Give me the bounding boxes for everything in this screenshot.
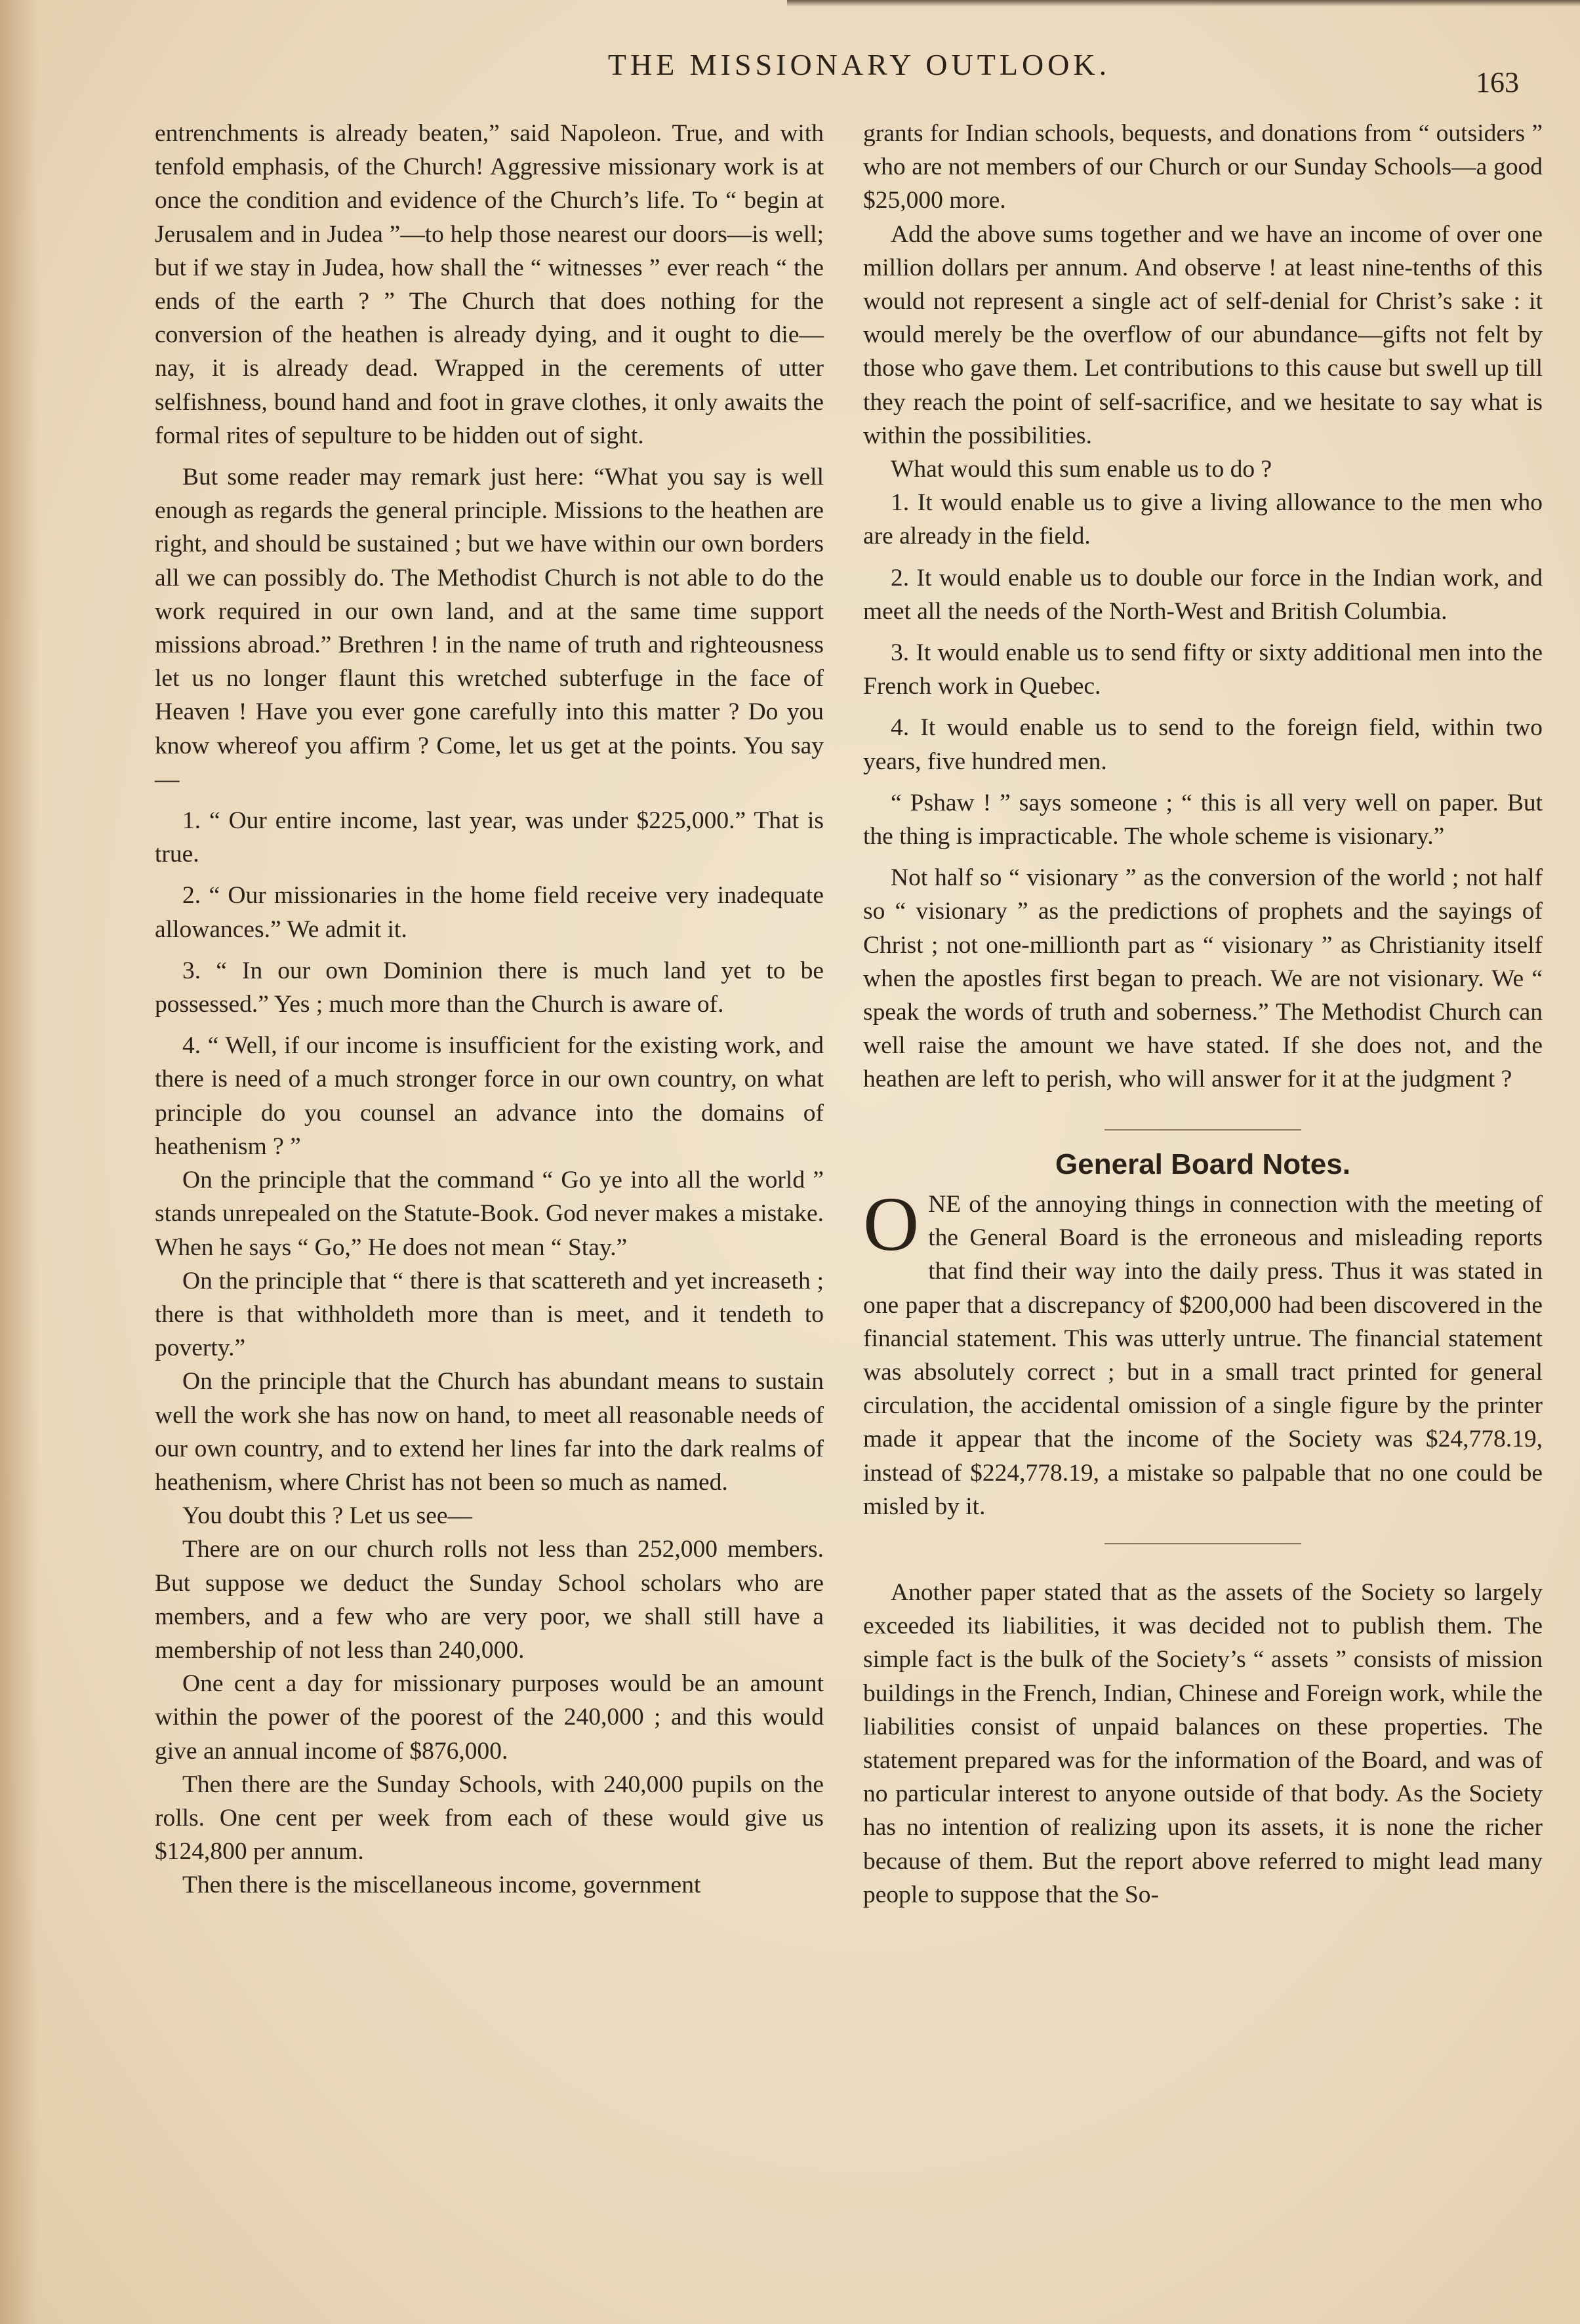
page-left-edge-shadow — [0, 0, 39, 2324]
paragraph: On the principle that “ there is that scattereth and yet increaseth ; there is that withholdeth more than is meet, and it tendeth to poverty.” — [155, 1267, 824, 1362]
paragraph: Then there are the Sunday Schools, with 240,000 pupils on the rolls. One cent per week from each of these would give us $124,800 per annum. — [155, 1771, 824, 1866]
page-number: 163 — [1476, 66, 1519, 98]
paragraph: Then there is the miscellaneous income, government — [182, 1872, 701, 1899]
paragraph: Not half so “ visionary ” as the conversion of the world ; not half so “ visionary ” as the predictions of prophets and the sayings of Christ ; not one-millionth part as “ visionary ” as Christianity itself when the apostles first began to preach. We are not visionary. We “ speak the words of truth and soberness.” The Methodist Church can well raise the amount we have stated. If she does not, and the heathen are left to perish, who will answer for it at the judgment ? — [863, 864, 1543, 1093]
paragraph: What would this sum enable us to do ? — [891, 456, 1272, 483]
section-divider — [1104, 1543, 1301, 1544]
section-heading: General Board Notes. — [1055, 1148, 1350, 1180]
paragraph: Another paper stated that as the assets of the Society so largely exceeded its liabilities, it was decided not to publish them. The simple fact is the bulk of the Society’s “ assets ” consists of mission buildings in the French, Indian, Chinese and Foreign work, while the liabilities consist of unpaid balances on these properties. The statement prepared was for the information of the Board, and was of no particular interest to anyone outside of that body. As the Society has no intention of realizing upon its assets, it is none the richer because of them. But the report above referred to might lead many people to suppose that the So- — [863, 1578, 1543, 1908]
paragraph: entrenchments is already beaten,” said Napoleon. True, and with tenfold emphasis, of the Church! Aggressive missionary work is at once the condition and evidence of the Church’s life. To “ begin at Jerusalem and in Judea ”—to help those nearest our doors—is well; but if we stay in Judea, how shall the “ witnesses ” ever reach “ the ends of the earth ? ” The Church that does nothing for the conversion of the heathen is already dying, and it ought to die—nay, it is already dead. Wrapped in the cerements of utter selfishness, bound hand and foot in grave clothes, it only awaits the formal rites of sepulture to be hidden out of sight. — [155, 120, 824, 449]
page-top-edge-shadow — [787, 0, 1580, 7]
list-item: 2. It would enable us to double our force in the Indian work, and meet all the needs of the North-West and British Columbia. — [863, 564, 1543, 625]
section-first-paragraph — [863, 1180, 1543, 1523]
paragraph: One cent a day for missionary purposes would be an amount within the power of the poorest of the 240,000 ; and this would give an annual income of $876,000. — [155, 1670, 824, 1765]
section-first-paragraph-text: of the annoying things in connection with the meeting of the General Board is the erroneous and misleading reports that find their way into the daily press. Thus it was stated in one paper that a discrepancy of $200,000 had been discovered in the financial statement. This was utterly untrue. The financial statement was absolutely correct ; but in a small tract printed for general circulation, the accidental omission of a single figure by the printer made it appear that the income of the Society was $24,778.19, instead of $224,778.19, a mistake so palpable that no one could be misled by it. — [863, 1190, 1543, 1520]
right-column — [863, 117, 1543, 1912]
drop-cap-word-rest: NE — [928, 1190, 962, 1218]
drop-cap: O — [863, 1180, 920, 1267]
paragraph: Add the above sums together and we have an income of over one million dollars per annum. And observe ! at least nine-tenths of this would not represent a single act of self-denial for Christ’s sake : it would merely be the overflow of our abundance—gifts not felt by those who gave them. Let contributions to this cause but swell up till they reach the point of self-sacrifice, and we hesitate to say what is within the possibilities. — [863, 220, 1543, 449]
list-item: 2. “ Our missionaries in the home field receive very inadequate allowances.” We admit it. — [155, 882, 824, 943]
list-item: 1. “ Our entire income, last year, was under $225,000.” That is true. — [155, 807, 824, 868]
list-item: 1. It would enable us to give a living allowance to the men who are already in the field. — [863, 489, 1543, 550]
paragraph: You doubt this ? Let us see— — [182, 1502, 473, 1530]
paragraph: There are on our church rolls not less than 252,000 members. But suppose we deduct the Sunday School scholars who are members, and a few who are very poor, we shall still have a membership of not less than 240,000. — [155, 1536, 824, 1664]
paragraph: But some reader may remark just here: “What you say is well enough as regards the general principle. Missions to the heathen are right, and should be sustained ; but we have within our own borders all we can possibly do. The Methodist Church is not able to do the work required in our own land, and at the same time support missions abroad.” Brethren ! in the name of truth and righteousness let us no longer flaunt this wretched subterfuge in the face of Heaven ! Have you ever gone carefully into this matter ? Do you know whereof you affirm ? Come, let us get at the points. You say— — [155, 464, 824, 793]
section-divider — [1104, 1129, 1301, 1131]
list-item: 3. It would enable us to send fifty or sixty additional men into the French work in Quebec. — [863, 639, 1543, 700]
paragraph: “ Pshaw ! ” says someone ; “ this is all very well on paper. But the thing is impracticable. The whole scheme is visionary.” — [863, 789, 1543, 851]
list-item: 4. “ Well, if our income is insufficient for the existing work, and there is need of a much stronger force in our own country, on what principle do you counsel an advance into the domains of heathenism ? ” — [155, 1032, 824, 1160]
paragraph: On the principle that the Church has abundant means to sustain well the work she has now on hand, to meet all reasonable needs of our own country, and to extend her lines far into the dark realms of heathenism, where Christ has not been so much as named. — [155, 1368, 824, 1496]
running-title: THE MISSIONARY OUTLOOK. — [607, 48, 1111, 81]
list-item: 3. “ In our own Dominion there is much land yet to be possessed.” Yes ; much more than the Church is aware of. — [155, 957, 824, 1018]
paragraph: grants for Indian schools, bequests, and donations from “ outsiders ” who are not members of our Church or our Sunday Schools—a good $25,000 more. — [863, 120, 1543, 214]
paragraph: On the principle that the command “ Go ye into all the world ” stands unrepealed on the Statute-Book. God never makes a mistake. When he says “ Go,” He does not mean “ Stay.” — [155, 1167, 824, 1261]
left-column — [155, 117, 824, 1902]
list-item: 4. It would enable us to send to the foreign field, within two years, five hundred men. — [863, 714, 1543, 775]
